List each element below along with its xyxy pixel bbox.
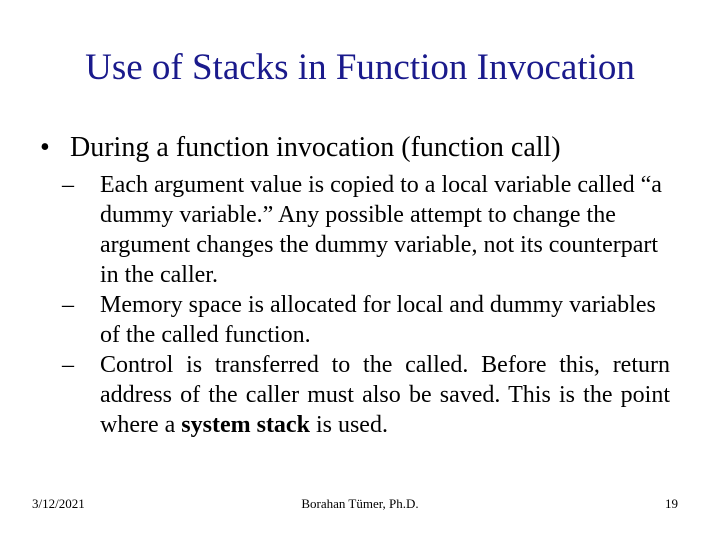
sub-bullet-list (62, 170, 680, 440)
bullet-item (40, 130, 680, 166)
sub-bullet-marker: – (62, 172, 74, 198)
sub-bullet-item (62, 170, 670, 290)
sub-bullet-text: Memory space is allocated for local and dummy variables of the called function. (100, 292, 656, 348)
sub-bullet-text-after: is used. (309, 412, 388, 438)
sub-bullet-text: Each argument value is copied to a local variable called “a dummy variable.” Any possible attempt to change the argument changes the dummy variable, not its counterpart in the caller. (100, 172, 662, 288)
sub-bullet-item (62, 350, 670, 440)
sub-bullet-bold-text: system stack (181, 412, 310, 438)
slide-content (40, 130, 680, 440)
footer-date: 3/12/2021 (32, 496, 85, 511)
sub-bullet-marker: – (62, 352, 74, 378)
sub-bullet-item (62, 290, 670, 350)
footer-page-number: 19 (665, 496, 678, 511)
bullet-text: During a function invocation (function call) (70, 132, 561, 163)
slide-title: Use of Stacks in Function Invocation (85, 47, 635, 88)
sub-bullet-marker: – (62, 292, 74, 318)
bullet-marker: • (40, 132, 50, 163)
sub-bullet-text-before: Control is transferred to the called. Before this, return address of the caller must also be saved. This is the point where a (100, 352, 670, 438)
footer-author: Borahan Tümer, Ph.D. (301, 496, 419, 511)
